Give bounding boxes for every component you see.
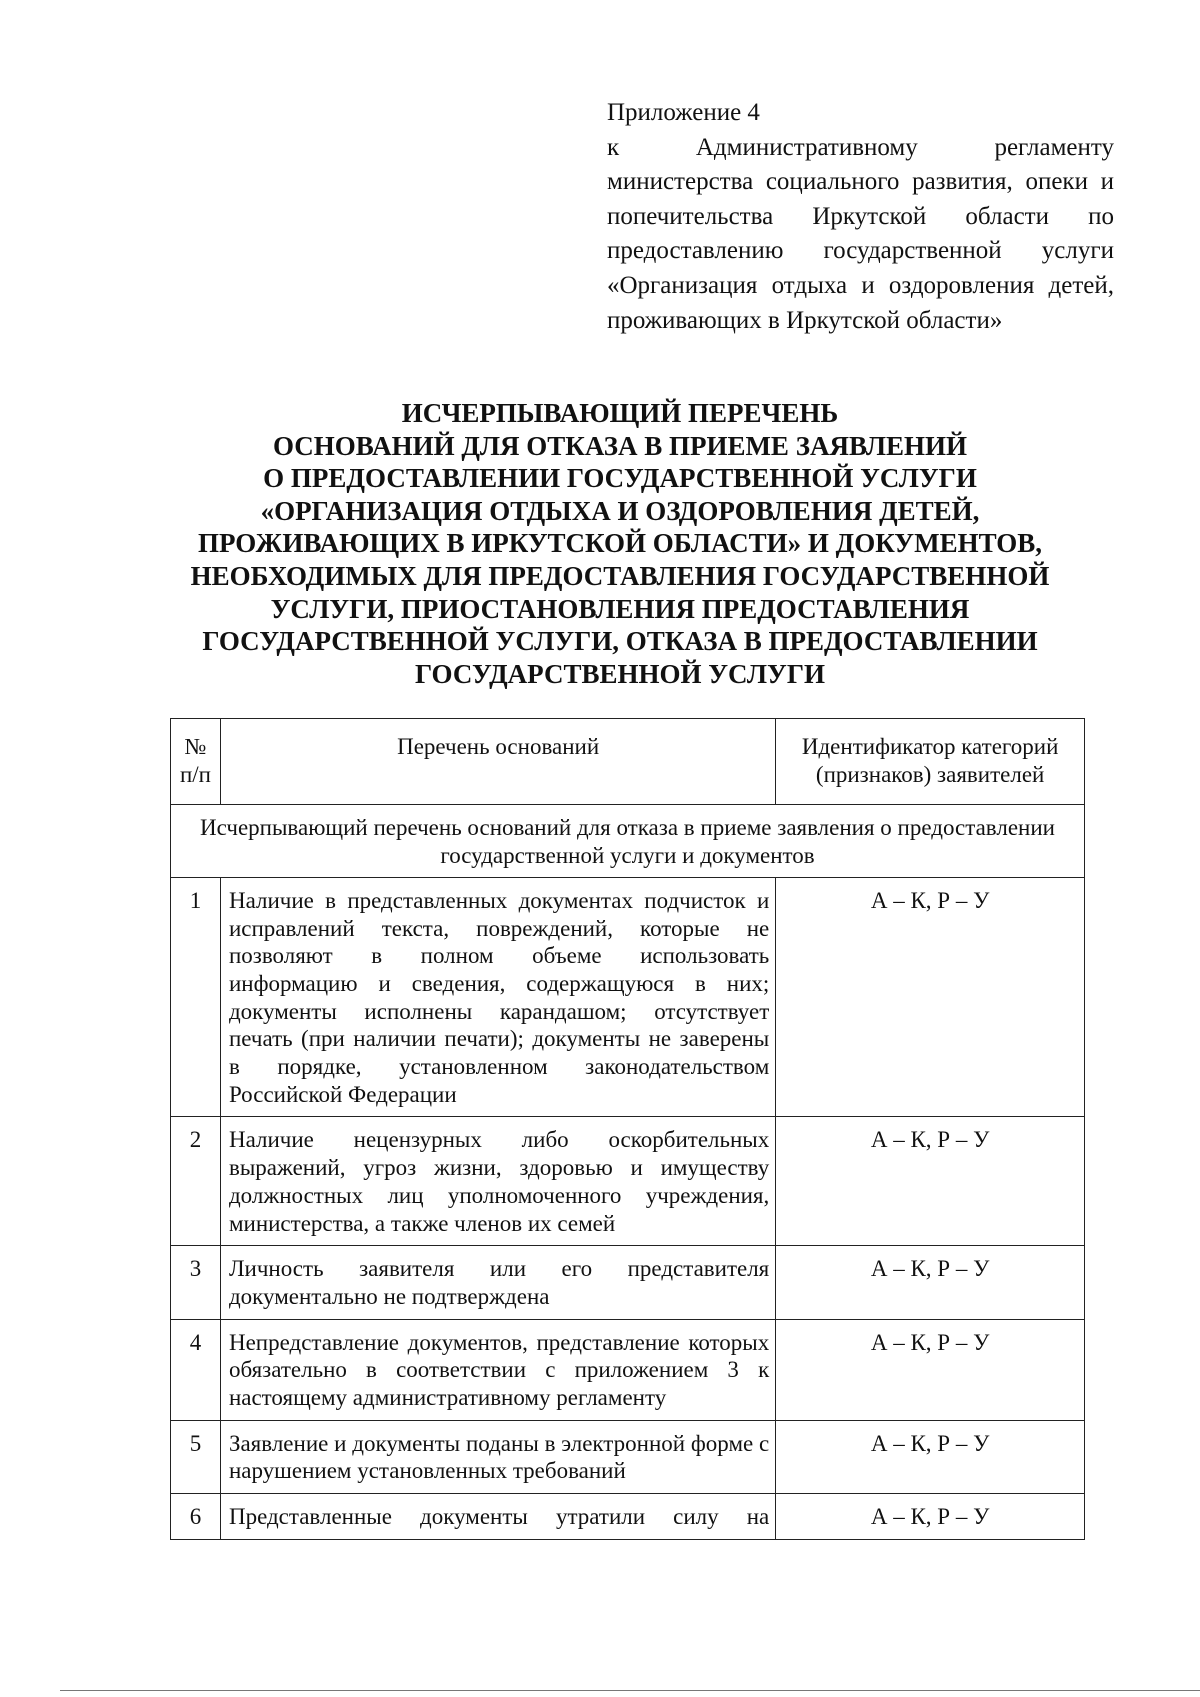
row-number: 3	[171, 1246, 221, 1319]
header-number-abbr: п/п	[179, 761, 211, 787]
table-header-row	[171, 719, 1085, 805]
table-row	[171, 1246, 1085, 1319]
row-number: 6	[171, 1494, 221, 1540]
row-identifier: А – К, Р – У	[776, 1494, 1085, 1540]
scan-edge-line	[60, 1690, 1200, 1691]
grounds-table	[170, 718, 1085, 1540]
title-line: ПРОЖИВАЮЩИХ В ИРКУТСКОЙ ОБЛАСТИ» И ДОКУМЕНТОВ,	[197, 528, 1043, 559]
title-line: ГОСУДАРСТВЕННОЙ УСЛУГИ, ОТКАЗА В ПРЕДОСТАВЛЕНИИ	[202, 626, 1038, 657]
row-grounds: Наличие в представленных документах подчисток и исправлений текста, повреждений, которые не позволяют в полном объеме использовать информацию и сведения, содержащуюся в них; документы исполнены карандашом; отсутствует печать (при наличии печати); документы не заверены в порядке, установленном законодательством Российской Федерации	[220, 877, 775, 1117]
row-grounds: Представленные документы утратили силу на	[220, 1494, 775, 1540]
title-line: «ОРГАНИЗАЦИЯ ОТДЫХА И ОЗДОРОВЛЕНИЯ ДЕТЕЙ,	[260, 495, 980, 526]
title-line: ИСЧЕРПЫВАЮЩИЙ ПЕРЕЧЕНЬ	[401, 398, 839, 428]
section-title: Исчерпывающий перечень оснований для отказа в приеме заявления о предоставлении государственной услуги и документов	[171, 805, 1085, 877]
title-line: ОСНОВАНИЙ ДЛЯ ОТКАЗА В ПРИЕМЕ ЗАЯВЛЕНИЙ	[272, 430, 968, 461]
table-row	[171, 1319, 1085, 1420]
title-line: ГОСУДАРСТВЕННОЙ УСЛУГИ	[415, 658, 825, 689]
row-identifier: А – К, Р – У	[776, 1246, 1085, 1319]
row-grounds: Заявление и документы поданы в электронной форме с нарушением установленных требований	[220, 1420, 775, 1493]
table-row	[171, 1117, 1085, 1246]
row-grounds: Непредставление документов, представление которых обязательно в соответствии с приложением 3 к настоящему административному регламенту	[220, 1319, 775, 1420]
row-identifier: А – К, Р – У	[776, 1319, 1085, 1420]
title-line: УСЛУГИ, ПРИОСТАНОВЛЕНИЯ ПРЕДОСТАВЛЕНИЯ	[270, 593, 970, 624]
table-row	[171, 1494, 1085, 1540]
appendix-number: Приложение 4	[607, 99, 760, 126]
row-identifier: А – К, Р – У	[776, 1420, 1085, 1493]
row-number: 1	[171, 877, 221, 1117]
row-identifier: А – К, Р – У	[776, 877, 1085, 1117]
header-identifier: Идентификатор категорий (признаков) заявителей	[776, 719, 1085, 805]
header-number	[171, 719, 221, 805]
table-row	[171, 1420, 1085, 1493]
section-row	[171, 805, 1085, 877]
appendix-note	[607, 96, 1114, 338]
row-number: 5	[171, 1420, 221, 1493]
row-identifier: А – К, Р – У	[776, 1117, 1085, 1246]
row-number: 2	[171, 1117, 221, 1246]
row-number: 4	[171, 1319, 221, 1420]
document-title	[150, 397, 1090, 690]
title-line: О ПРЕДОСТАВЛЕНИИ ГОСУДАРСТВЕННОЙ УСЛУГИ	[263, 463, 977, 494]
table-row	[171, 877, 1085, 1117]
header-number-sign: №	[184, 734, 207, 759]
row-grounds: Личность заявителя или его представителя документально не подтверждена	[220, 1246, 775, 1319]
row-grounds: Наличие нецензурных либо оскорбительных выражений, угроз жизни, здоровью и имуществу должностных лиц уполномоченного учреждения, министерства, а также членов их семей	[220, 1117, 775, 1246]
header-grounds: Перечень оснований	[220, 719, 775, 805]
title-line: НЕОБХОДИМЫХ ДЛЯ ПРЕДОСТАВЛЕНИЯ ГОСУДАРСТВЕННОЙ	[190, 560, 1050, 591]
appendix-reference: к Административному регламенту министерства социального развития, опеки и попечительства Иркутской области по предоставлению государственной услуги «Организация отдыха и оздоровления детей, проживающих в Иркутской области»	[607, 133, 1114, 334]
